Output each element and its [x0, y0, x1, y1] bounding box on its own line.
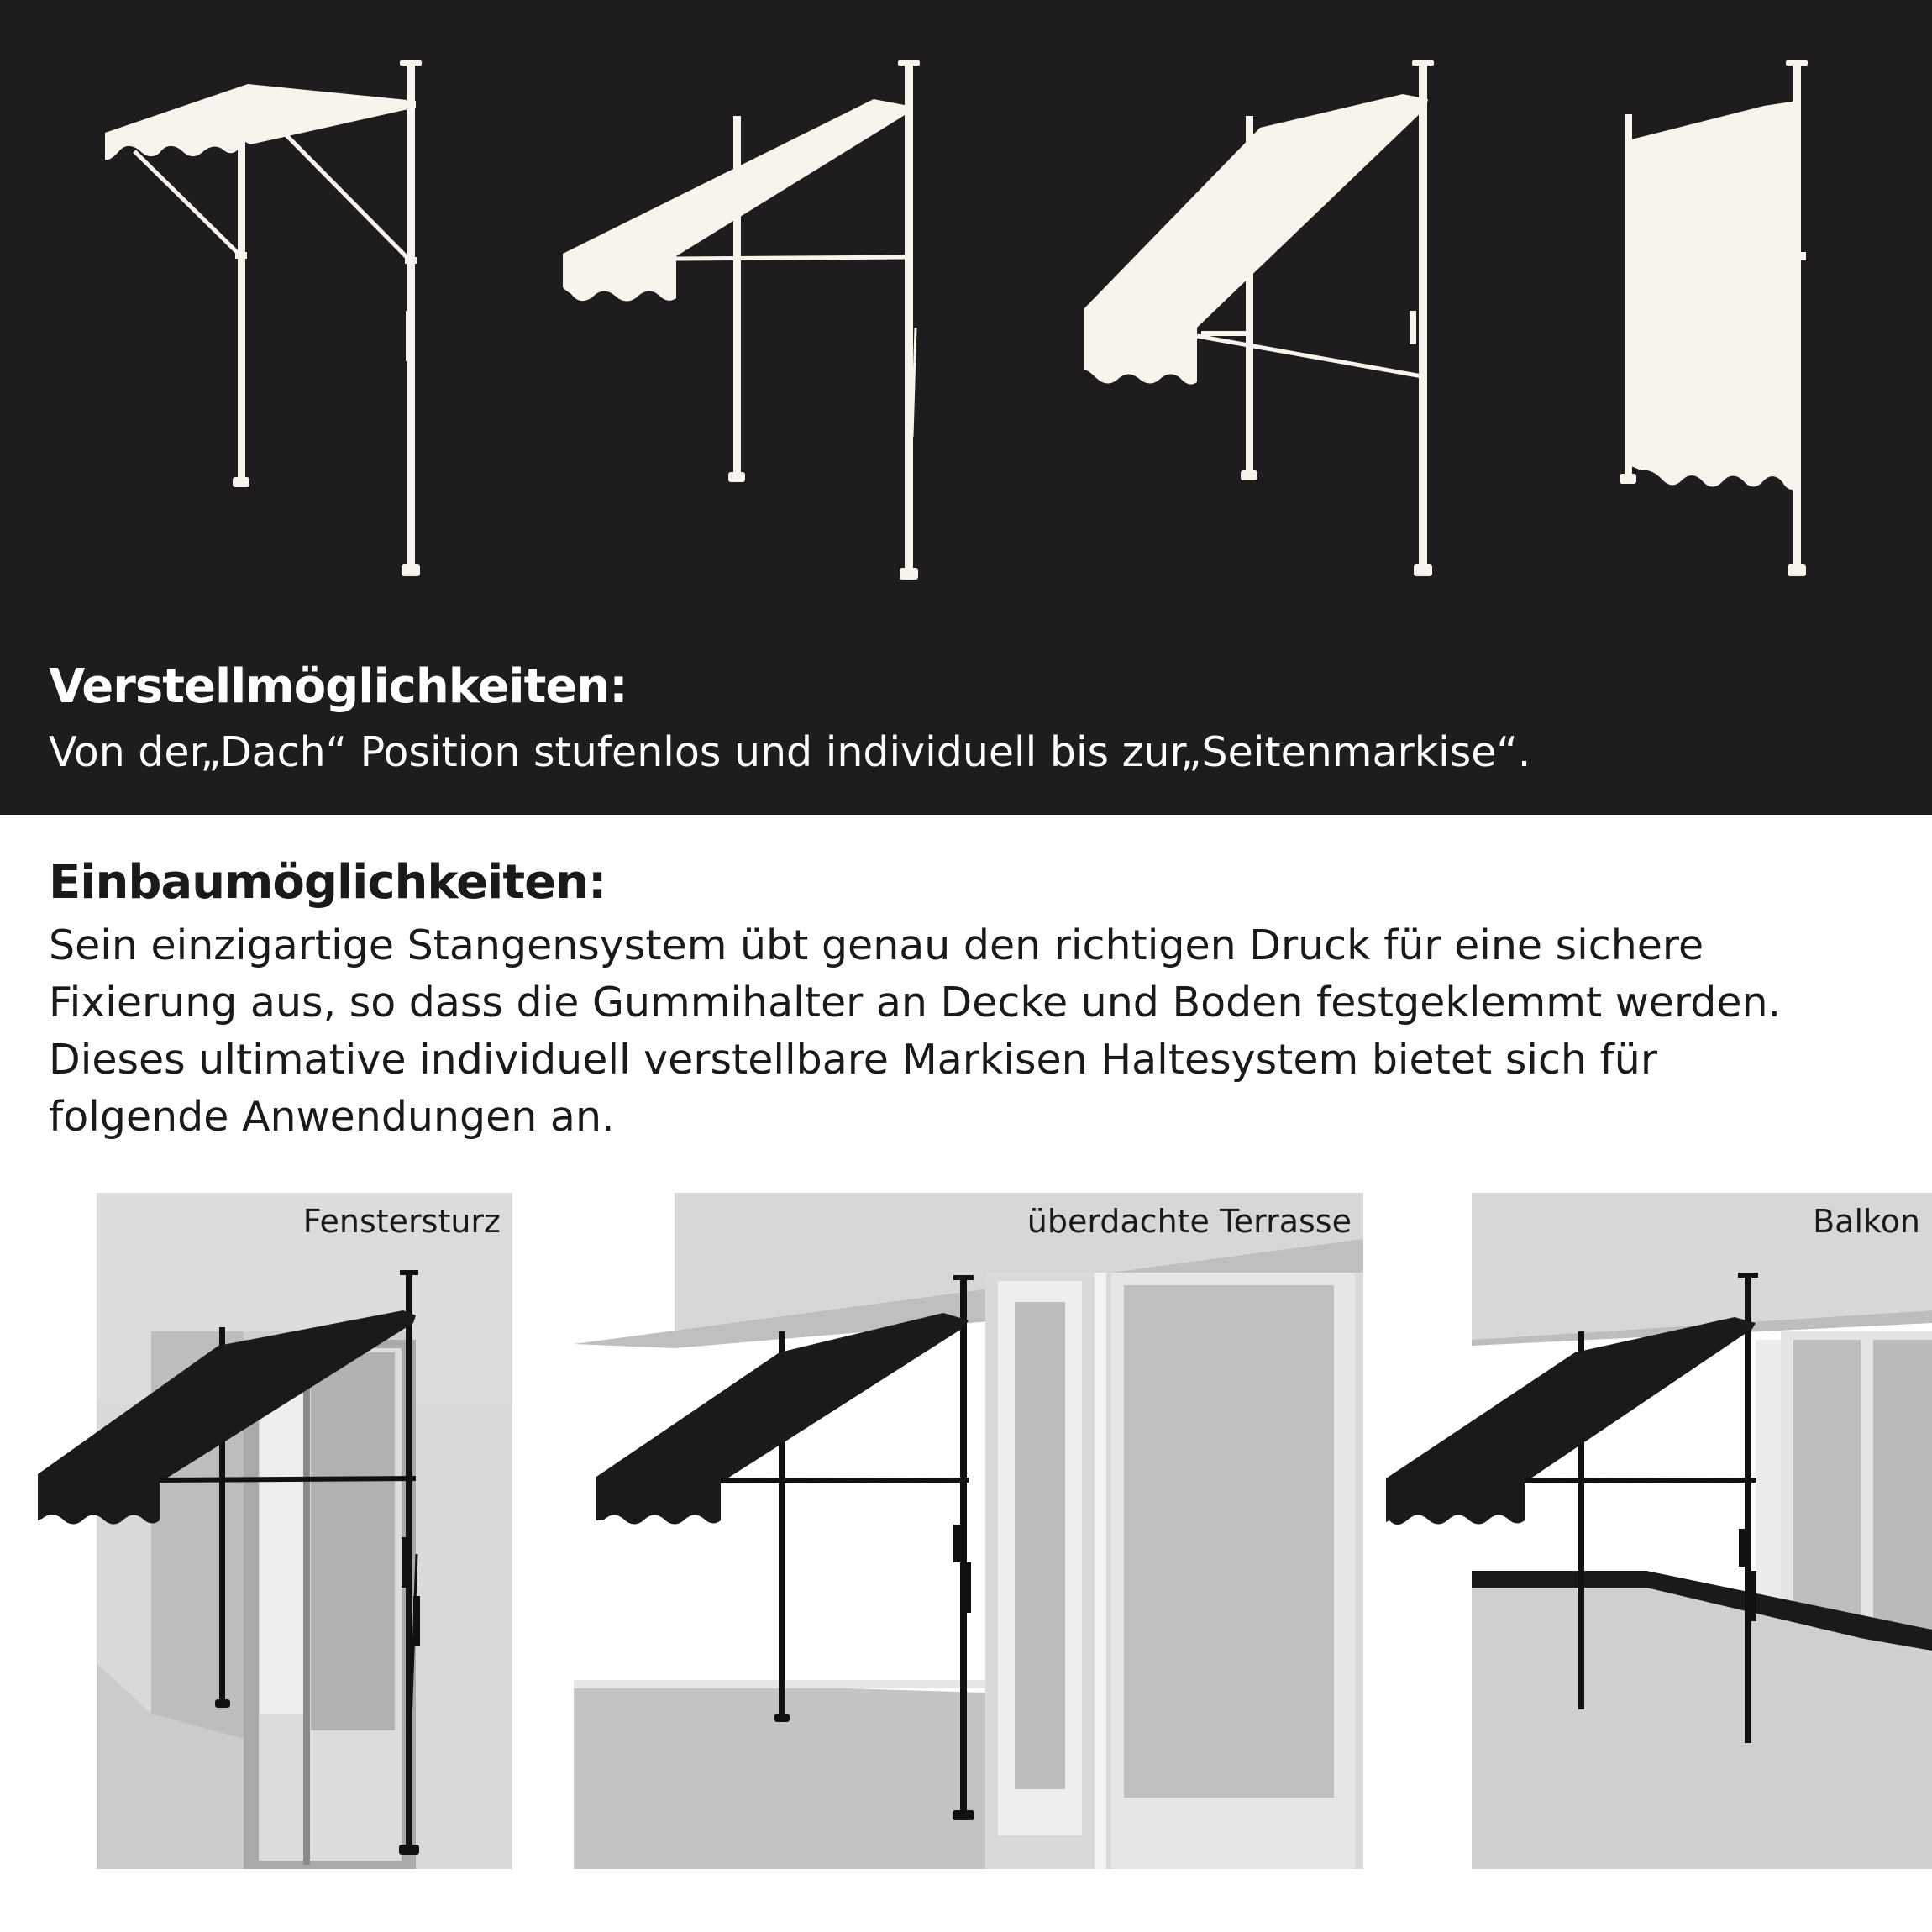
covered-terrace-illustration — [574, 1193, 1363, 1869]
awning-steep-position-figure — [1084, 60, 1434, 576]
window-lintel-illustration — [34, 1193, 512, 1869]
installation-line: Dieses ultimative individuell verstellbare Markisen Haltesystem bietet sich für — [49, 1036, 1657, 1084]
scene-label-covered-terrace: überdachte Terrasse — [1026, 1203, 1352, 1240]
installation-heading: Einbaumöglichkeiten: — [49, 855, 606, 910]
scene-label-balcony: Balkon — [1813, 1203, 1920, 1240]
installation-line: folgende Anwendungen an. — [49, 1093, 615, 1141]
scene-covered-terrace — [574, 1193, 1363, 1869]
balcony-illustration — [1386, 1193, 1932, 1869]
installation-line: Sein einzigartige Stangensystem übt genau den richtigen Druck für eine sichere — [49, 921, 1704, 969]
adjustment-heading: Verstellmöglichkeiten: — [49, 659, 627, 714]
awning-side-position-figure — [1620, 60, 1808, 576]
scene-label-window-lintel: Fenstersturz — [302, 1203, 501, 1240]
adjustment-panel — [0, 0, 1932, 815]
awning-inclined-position-figure — [563, 60, 920, 580]
scene-window-lintel — [34, 1193, 512, 1869]
adjustment-description: Von der„Dach“ Position stufenlos und individuell bis zur„Seitenmarkise“. — [49, 728, 1531, 776]
scene-balcony — [1386, 1193, 1932, 1869]
installation-line: Fixierung aus, so dass die Gummihalter an Decke und Boden festgeklemmt werden. — [49, 979, 1782, 1026]
awning-roof-position-figure — [105, 60, 422, 576]
